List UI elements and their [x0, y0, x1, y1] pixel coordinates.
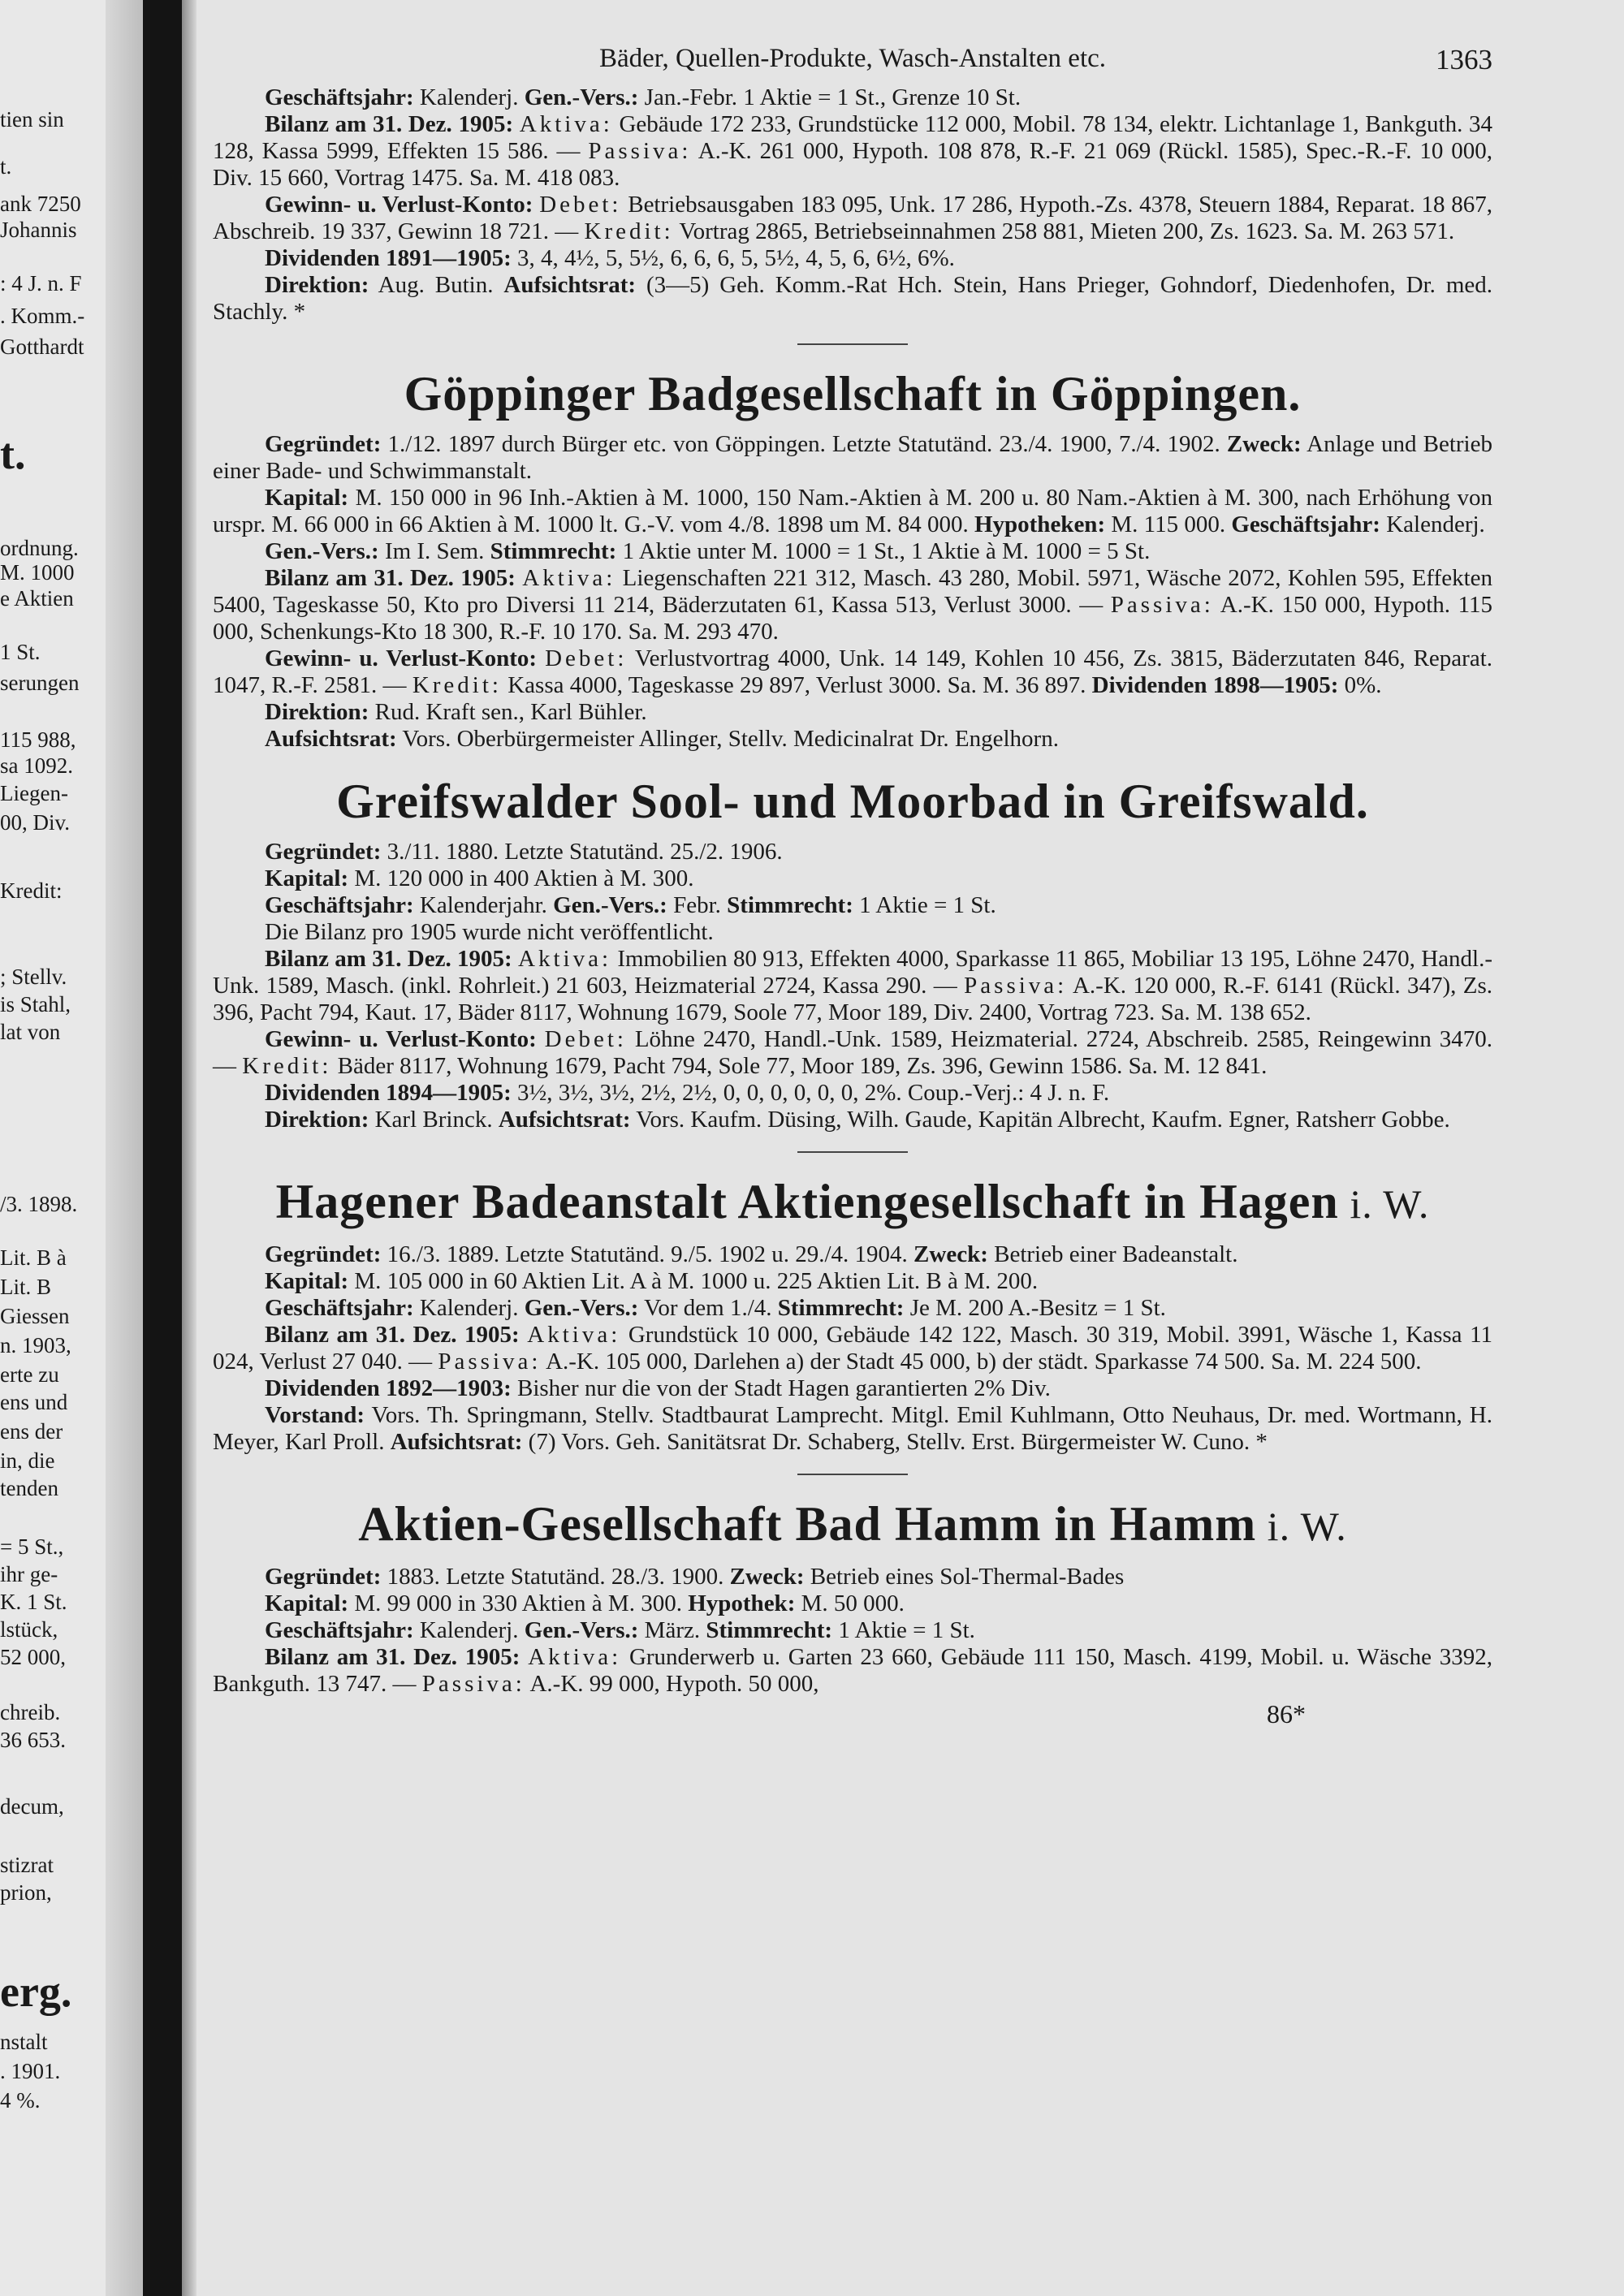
left-fragment: 4 %.: [0, 2088, 41, 2113]
left-fragment: e Aktien: [0, 586, 74, 611]
left-fragment: n. 1903,: [0, 1333, 71, 1357]
section-divider: [797, 1474, 908, 1475]
left-fragment: ordnung.: [0, 536, 79, 560]
left-fragment: 1 St.: [0, 640, 41, 664]
entry-heading: Hagener Badeanstalt Aktiengesellschaft in Hagen i. W.: [275, 1175, 1430, 1228]
left-fragment: ; Stellv.: [0, 965, 67, 989]
left-fragment: Liegen-: [0, 781, 68, 805]
entry-heading: Göppinger Badgesellschaft in Göppingen.: [404, 367, 1302, 421]
left-fragment: tien sin: [0, 107, 64, 132]
left-fragment: . Komm.-: [0, 304, 85, 328]
binding-edge: [182, 0, 197, 2296]
left-fragment: 36 653.: [0, 1728, 66, 1752]
left-page-remnant: [0, 0, 143, 2296]
left-fragment: is Stahl,: [0, 992, 71, 1016]
left-fragment: prion,: [0, 1880, 52, 1905]
left-fragment: 52 000,: [0, 1645, 66, 1669]
running-head-title: Bäder, Quellen-Produkte, Wasch-Anstalten etc.: [598, 44, 1107, 73]
left-fragment: serungen: [0, 671, 80, 695]
left-fragment: tenden: [0, 1476, 58, 1500]
left-fragment: Lit. B à: [0, 1245, 67, 1270]
left-fragment: Johannis: [0, 218, 77, 242]
entry-goeppingen: Göppinger Badgesellschaft in Göppingen. Gegründet: 1./12. 1897 durch Bürger etc. von Göppingen. Letzte Statutänd. 23./4. 1900, 7./4. 1902. Zweck: Anlage und Betrieb einer Bade- und Schwimmanstalt. Kapital: M. 150 000 in 96 Inh.-Aktien à M. 1000, 150 Nam.-Aktien à M. 200 u. 80 Nam.-Aktien à M. 300, nach Erhöhung von urspr. M. 66 000 in 66 Aktien à M. 1000 lt. G.-V. vom 4./8. 1898 um M. 84 000. Hypotheken: M. 115 000. Geschäftsjahr: Kalenderj. Gen.-Vers.: Im I. Sem. Stimmrecht: 1 Aktie unter M. 1000 = 1 St., 1 Aktie à M. 1000 = 5 St. Bilanz am 31. Dez. 1905: Aktiva: Liegenschaften 221 312, Masch. 43 280, Mobil. 5971, Wäsche 2072, Kohlen 595, Effekten 5400, Tageskasse 50, Kto pro Diversi 11 214, Bäderzutaten 61, Kassa 513, Verlust 3000. — Passiva: A.-K. 150 000, Hypoth. 115 000, Schenkungs-Kto 18 300, R.-F. 10 170. Sa. M. 293 470. Gewinn- u. Verlust-Konto: Debet: Verlustvortrag 4000, Unk. 14 149, Kohlen 10 456, Zs. 3815, Bäderzutaten 846, Reparat. 1047, R.-F. 2581. — Kredit: Kassa 4000, Tageskasse 29 897, Verlust 3000. Sa. M. 36 897. Dividenden 1898—1905: 0%. Direktion: Rud. Kraft sen., Karl Bühler. Aufsichtsrat: Vors. Oberbürgermeister Allinger, Stellv. Medicinalrat Dr. Engelhorn.: [213, 367, 1493, 752]
book-binding: [143, 0, 182, 2296]
left-fragment: : 4 J. n. F: [0, 271, 82, 296]
left-fragment: . 1901.: [0, 2059, 61, 2083]
left-fragment: stizrat: [0, 1853, 54, 1877]
page-number: 1363: [1436, 44, 1492, 76]
left-fragment: Gotthardt: [0, 334, 84, 359]
printer-signature: 86*: [1267, 1699, 1306, 1728]
entry-hagen: Hagener Badeanstalt Aktiengesellschaft in Hagen i. W. Gegründet: 16./3. 1889. Letzte Statutänd. 9./5. 1902 u. 29./4. 1904. Zweck: Betrieb einer Badeanstalt. Kapital: M. 105 000 in 60 Aktien Lit. A à M. 1000 u. 225 Aktien Lit. B à M. 200. Geschäftsjahr: Kalenderj. Gen.-Vers.: Vor dem 1./4. Stimmrecht: Je M. 200 A.-Besitz = 1 St. Bilanz am 31. Dez. 1905: Aktiva: Grundstück 10 000, Gebäude 142 122, Masch. 30 319, Mobil. 3991, Wäsche 1, Kassa 11 024, Verlust 27 040. — Passiva: A.-K. 105 000, Darlehen a) der Stadt 45 000, b) der städt. Sparkasse 74 500. Sa. M. 224 500. Dividenden 1892—1903: Bisher nur die von der Stadt Hagen garantierten 2% Div. Vorstand: Vors. Th. Springmann, Stellv. Stadtbaurat Lamprecht. Mitgl. Emil Kuhlmann, Otto Neuhaus, Dr. med. Wortmann, H. Meyer, Karl Proll. Aufsichtsrat: (7) Vors. Geh. Sanitätsrat Dr. Schaberg, Stellv. Erst. Bürgermeister W. Cuno. *: [213, 1175, 1493, 1455]
left-fragment: chreib.: [0, 1700, 61, 1724]
left-fragment: erg.: [0, 1967, 72, 2016]
entry-continuation: Geschäftsjahr: Kalenderj. Gen.-Vers.: Jan.-Febr. 1 Aktie = 1 St., Grenze 10 St. Bilanz am 31. Dez. 1905: Aktiva: Gebäude 172 233, Grundstücke 112 000, Mobil. 78 134, elektr. Lichtanlage 1, Bankguth. 34 128, Kassa 5999, Effekten 15 586. — Passiva: A.-K. 261 000, Hypoth. 108 878, R.-F. 21 069 (Rückl. 1585), Spec.-R.-F. 10 000, Div. 15 660, Vortrag 1475. Sa. M. 418 083. Gewinn- u. Verlust-Konto: Debet: Betriebsausgaben 183 095, Unk. 17 286, Hypoth.-Zs. 4378, Steuern 1884, Reparat. 18 867, Abschreib. 19 337, Gewinn 18 721. — Kredit: Vortrag 2865, Betriebseinnahmen 258 881, Mieten 200, Zs. 1623. Sa. M. 263 571. Dividenden 1891—1905: 3, 4, 4½, 5, 5½, 6, 6, 6, 5, 5½, 4, 5, 6, 6½, 6%. Direktion: Aug. Butin. Aufsichtsrat: (3—5) Geh. Komm.-Rat Hch. Stein, Hans Prieger, Gohndorf, Diedenhofen, Dr. med. Stachly. *: [213, 84, 1493, 325]
entry-hamm: Aktien-Gesellschaft Bad Hamm in Hamm i. W. Gegründet: 1883. Letzte Statutänd. 28./3. 1900. Zweck: Betrieb eines Sol-Thermal-Bades Kapital: M. 99 000 in 330 Aktien à M. 300. Hypothek: M. 50 000. Geschäftsjahr: Kalenderj. Gen.-Vers.: März. Stimmrecht: 1 Aktie = 1 St. Bilanz am 31. Dez. 1905: Aktiva: Grunderwerb u. Garten 23 660, Gebäude 111 150, Masch. 4199, Mobil. u. Wäsche 3392, Bankguth. 13 747. — Passiva: A.-K. 99 000, Hypoth. 50 000,: [213, 1497, 1493, 1697]
left-fragment: 115 988,: [0, 727, 76, 752]
left-fragment: /3. 1898.: [0, 1192, 78, 1216]
left-fragment: nstalt: [0, 2030, 48, 2054]
left-fragment: ens der: [0, 1419, 63, 1444]
left-fragment: t.: [0, 154, 12, 179]
left-fragment: Giessen: [0, 1304, 70, 1328]
left-fragment: Lit. B: [0, 1275, 52, 1299]
section-divider: [797, 343, 908, 345]
left-fragment: ank 7250: [0, 192, 81, 216]
left-fragment: = 5 St.,: [0, 1534, 64, 1559]
left-fragment: in, die: [0, 1448, 55, 1473]
left-fragment: 00, Div.: [0, 810, 70, 835]
entry-greifswald: Greifswalder Sool- und Moorbad in Greifswald. Gegründet: 3./11. 1880. Letzte Statutänd. 25./2. 1906. Kapital: M. 120 000 in 400 Aktien à M. 300. Geschäftsjahr: Kalenderjahr. Gen.-Vers.: Febr. Stimmrecht: 1 Aktie = 1 St. Die Bilanz pro 1905 wurde nicht veröffentlicht. Bilanz am 31. Dez. 1905: Aktiva: Immobilien 80 913, Effekten 4000, Sparkasse 11 865, Mobiliar 13 195, Löhne 2470, Handl.-Unk. 1589, Masch. (inkl. Rohrleit.) 21 603, Heizmaterial 2724, Kassa 290. — Passiva: A.-K. 120 000, R.-F. 6141 (Rückl. 347), Zs. 396, Pacht 794, Kaut. 17, Bäder 8117, Wohnung 1679, Soole 77, Moor 189, Div. 2400, Vortrag 723. Sa. M. 138 652. Gewinn- u. Verlust-Konto: Debet: Löhne 2470, Handl.-Unk. 1589, Heizmaterial. 2724, Abschreib. 2585, Reingewinn 3470. — Kredit: Bäder 8117, Wohnung 1679, Pacht 794, Sole 77, Moor 189, Zs. 396, Gewinn 1586. Sa. M. 12 841. Dividenden 1894—1905: 3½, 3½, 3½, 2½, 2½, 0, 0, 0, 0, 0, 0, 2%. Coup.-Verj.: 4 J. n. F. Direktion: Karl Brinck. Aufsichtsrat: Vors. Kaufm. Düsing, Wilh. Gaude, Kapitän Albrecht, Kaufm. Egner, Ratsherr Gobbe.: [213, 775, 1493, 1133]
running-head: [213, 36, 1492, 84]
left-fragment: sa 1092.: [0, 753, 73, 778]
entry-heading: Greifswalder Sool- und Moorbad in Greifswald.: [336, 775, 1369, 828]
left-fragment: Kredit:: [0, 878, 63, 903]
left-fragment: erte zu: [0, 1362, 59, 1387]
entry-heading: Aktien-Gesellschaft Bad Hamm in Hamm i. W.: [358, 1497, 1347, 1551]
section-divider: [797, 1151, 908, 1153]
left-fragment: decum,: [0, 1794, 64, 1819]
left-fragment: M. 1000: [0, 560, 75, 585]
left-fragment: t.: [0, 429, 26, 478]
left-fragment: ihr ge-: [0, 1562, 58, 1586]
left-fragment: ens und: [0, 1390, 68, 1414]
gutter-shadow: [106, 0, 143, 2296]
left-fragment: lstück,: [0, 1617, 58, 1642]
left-fragment: lat von: [0, 1020, 61, 1044]
left-fragment: K. 1 St.: [0, 1590, 67, 1614]
book-page: [213, 36, 1492, 1730]
